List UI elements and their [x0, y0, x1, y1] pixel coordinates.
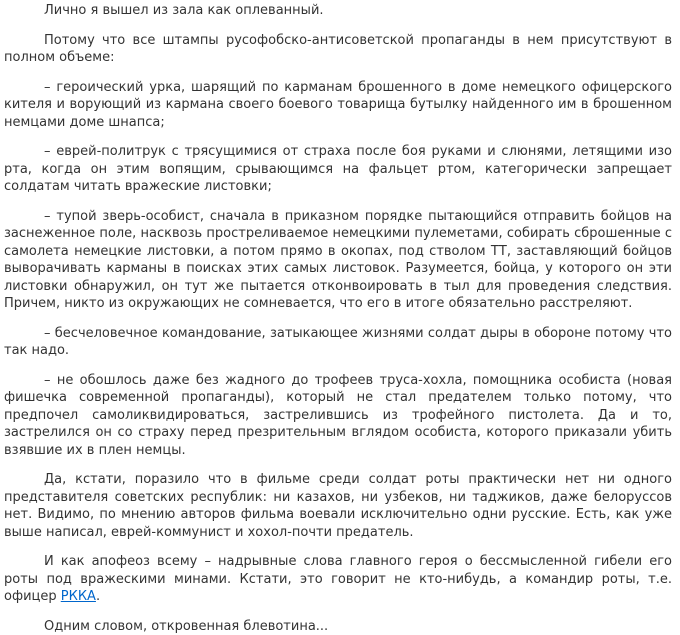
- article-body: [0, 2, 680, 635]
- paragraph-coward: – не обошлось даже без жадного до трофеев труса-хохла, помощника особиста (новая фишечка современной пропаганды), который не стал предателем только потому, что предпочел самоликвидироваться, застрелившись из трофейного пистолета. Да и то, застрелился он со страху перед презрительным вглядом особиста, которого приказали убить взявшие их в плен немцы.: [4, 372, 672, 460]
- paragraph-urka: – героический урка, шарящий по карманам брошенного в доме немецкого офицерского кителя и ворующий из кармана своего боевого товарища бутылку найденного им в брошенном немцами доме шнапса;: [4, 79, 672, 132]
- paragraph-republics: Да, кстати, поразило что в фильме среди солдат роты практически нет ни одного представителя советских республик: ни казахов, ни узбеков, ни таджиков, даже белоруссов нет. Видимо, по мнению авторов фильма воевали исключительно одни русские. Есть, как уже выше написал, еврей-коммунист и хохол-почти предатель.: [4, 471, 672, 541]
- apotheosis-suffix: .: [96, 589, 100, 604]
- paragraph-command: – бесчеловечное командование, затыкающее жизнями солдат дыры в обороне потому что так надо.: [4, 325, 672, 360]
- paragraph-propaganda-stamps: Потому что все штампы русофобско-антисоветской пропаганды в нем присутствуют в полном объеме:: [4, 32, 672, 67]
- paragraph-osobist: – тупой зверь-особист, сначала в приказном порядке пытающийся отправить бойцов на заснеженное поле, насквозь простреливаемое немецкими пулеметами, собирать сброшенные с самолета немецкие листовки, а потом прямо в окопах, под стволом ТТ, заставляющий бойцов выворачивать карманы в поисках этих самых листовок. Разумеется, бойца, у которого он эти листовки обнаружил, он тут же пытается отконвоировать в тыл для проведения следствия. Причем, никто из окружающих не сомневается, что его в итоге обязательно расстреляют.: [4, 208, 672, 313]
- paragraph-intro: Лично я вышел из зала как оплеванный.: [4, 2, 672, 20]
- paragraph-apotheosis: [4, 553, 672, 606]
- paragraph-final: Одним словом, откровенная блевотина...: [4, 618, 672, 635]
- paragraph-politruk: – еврей-политрук с трясущимися от страха после боя руками и слюнями, летящими изо рта, когда он этим вопящим, срывающимся на фальцет ртом, категорически запрещает солдатам читать вражеские листовки;: [4, 143, 672, 196]
- rkka-link[interactable]: РККА: [61, 589, 96, 604]
- apotheosis-text: И как апофеоз всему – надрывные слова главного героя о бессмысленной гибели его роты под вражескими минами. Кстати, это говорит не кто-нибудь, а командир роты, т.е. офицер: [4, 554, 672, 604]
